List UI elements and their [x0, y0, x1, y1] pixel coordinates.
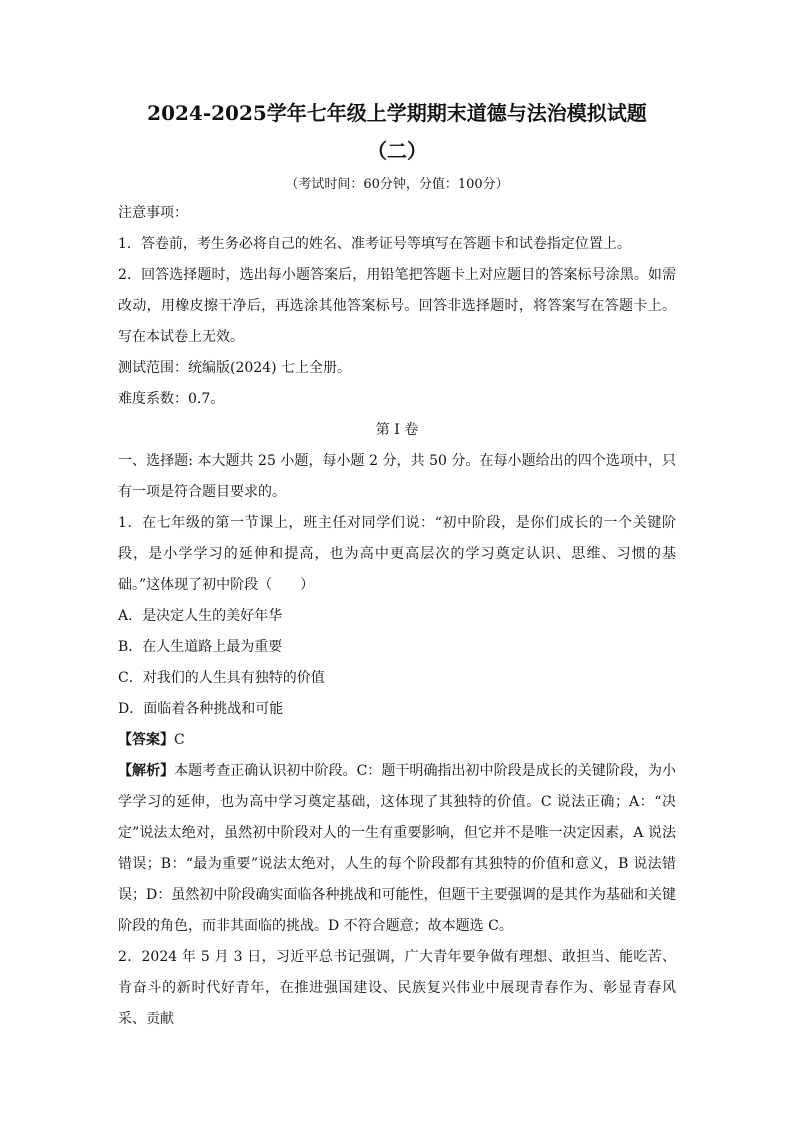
- answer-value: C: [174, 732, 185, 748]
- notes-item-2: 2．回答选择题时，选出每小题答案后，用铅笔把答题卡上对应题目的答案标号涂黑。如需改动，用橡皮擦干净后，再选涂其他答案标号。回答非选择题时，将答案写在答题卡上。写在本试卷上无效。: [118, 267, 676, 345]
- test-scope: 测试范围：统编版(2024) 七上全册。: [118, 360, 352, 376]
- notes-heading: 注意事项：: [118, 205, 188, 221]
- answer-tag: 【答案】: [118, 732, 174, 748]
- question-1-option-a: A．是决定人生的美好年华: [118, 608, 283, 624]
- notes-item-1: 1．答卷前，考生务必将自己的姓名、准考证号等填写在答题卡和试卷指定位置上。: [118, 236, 631, 252]
- section-instruction: 一、选择题: 本大题共 25 小题，每小题 2 分，共 50 分。在每小题给出的四个选项中，只有一项是符合题目要求的。: [118, 453, 676, 500]
- question-1-option-c: C．对我们的人生具有独特的价值: [118, 670, 325, 686]
- volume-heading: 第 I 卷: [375, 422, 419, 438]
- difficulty-coefficient: 难度系数：0.7。: [118, 391, 225, 407]
- analysis-tag: 【解析】: [118, 763, 175, 779]
- question-2-stem: 2．2024 年 5 月 3 日，习近平总书记强调，广大青年要争做有理想、敢担当、能吃苦、肯奋斗的新时代好青年，在推进强国建设、民族复兴伟业中展现青春作为、彰显青春风采、贡献: [118, 949, 676, 1027]
- question-1-answer: [118, 725, 676, 756]
- document-subtitle: （二）: [367, 139, 427, 163]
- question-1-analysis: [118, 756, 676, 942]
- analysis-text: 本题考查正确认识初中阶段。C：题干明确指出初中阶段是成长的关键阶段，为小学学习的延伸，也为高中学习奠定基础，这体现了其独特的价值。C 说法正确；A：“决定”说法太绝对，虽然初中阶段对人的一生有重要影响，但它并不是唯一决定因素，A 说法错误；B：“最为重要”说法太绝对，人生的每个阶段都有其独特的价值和意义，B 说法错误；D：虽然初中阶段确实面临各种挑战和可能性，但题干主要强调的是其作为基础和关键阶段的角色，而非其面临的挑战。D 不符合题意；故本题选 C。: [118, 763, 677, 934]
- document-title: 2024-2025学年七年级上学期期末道德与法治模拟试题: [147, 101, 647, 125]
- exam-time-info: （考试时间：60分钟，分值：100分）: [285, 177, 509, 192]
- question-1-option-b: B．在人生道路上最为重要: [118, 639, 283, 655]
- question-1-option-d: D．面临着各种挑战和可能: [118, 701, 284, 717]
- question-1-stem: 1．在七年级的第一节课上，班主任对同学们说：“初中阶段，是你们成长的一个关键阶段，是小学学习的延伸和提高，也为高中更高层次的学习奠定认识、思维、习惯的基础。”这体现了初中阶段（ ）: [118, 515, 676, 593]
